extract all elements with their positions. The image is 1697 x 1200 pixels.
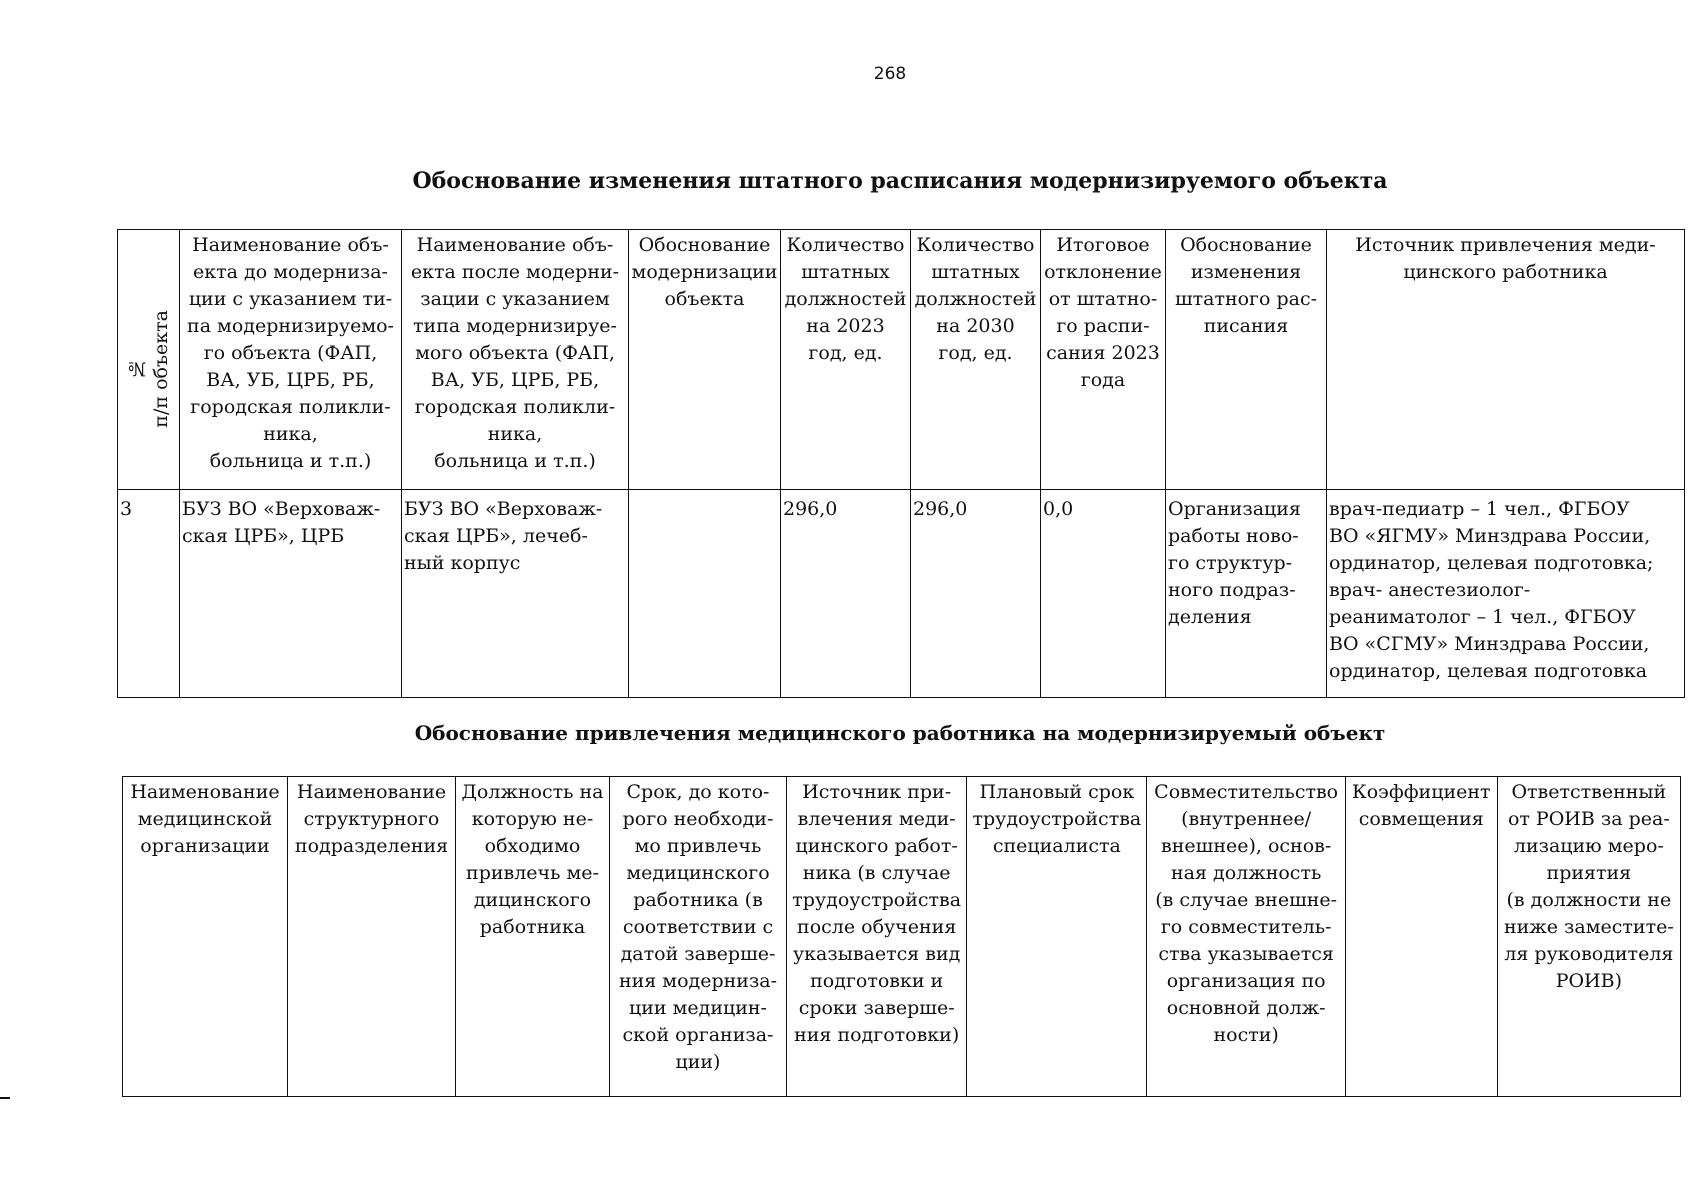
col-header-change-reason: Обоснование изменения штатного рас- писания (1166, 230, 1327, 490)
page-number: 268 (873, 64, 907, 84)
col-header-source: Источник при- влечения меди- цинского работ- ника (в случае трудоустройства после обучения указывается вид подготовки и сроки заверше- ния подготовки) (787, 777, 967, 1097)
table2-header-row (123, 777, 1681, 1097)
worker-attraction-title: Обоснование привлечения медицинского работника на модернизируемый объект (414, 721, 1386, 745)
cell-number: 3 (118, 490, 180, 698)
cell-object-before: БУЗ ВО «Верховаж- ская ЦРБ», ЦРБ (180, 490, 402, 698)
col-header-position: Должность на которую не- обходимо привлечь ме- дицинского работника (456, 777, 610, 1097)
col-header-organization: Наименование медицинской организации (123, 777, 288, 1097)
col-header-worker-source: Источник привлечения меди- цинского работника (1327, 230, 1685, 490)
col-header-staff-2030: Количество штатных должностей на 2030 год, ед. (911, 230, 1041, 490)
table1-header-row (118, 230, 1685, 490)
cell-object-after: БУЗ ВО «Верховаж- ская ЦРБ», лечеб- ный корпус (402, 490, 629, 698)
worker-attraction-table (122, 776, 1681, 1097)
col-header-combination-ratio: Коэффициент совмещения (1345, 777, 1497, 1097)
col-header-object-after: Наименование объ- екта после модерни- зации с указанием типа модернизируе- мого объекта (ФАП, ВА, УБ, ЦРБ, РБ, городская поликли- ника, больница и т.п.) (402, 230, 629, 490)
table-row (118, 490, 1685, 698)
cell-change-reason: Организация работы ново- го структур- ного подраз- деления (1166, 490, 1327, 698)
col-header-staff-2023: Количество штатных должностей на 2023 год, ед. (781, 230, 911, 490)
margin-mark (0, 1097, 10, 1099)
col-header-part-time: Совместительство (внутреннее/ внешнее), основ- ная должность (в случае внешне- го совместитель- ства указывается организация по основной долж- ности) (1147, 777, 1345, 1097)
col-header-department: Наименование структурного подразделения (288, 777, 456, 1097)
staffing-change-table (117, 229, 1685, 698)
col-header-responsible: Ответственный от РОИВ за реа- лизацию меро- приятия (в должности не ниже заместите- ля руководителя РОИВ) (1497, 777, 1680, 1097)
cell-modernization-reason (629, 490, 781, 698)
col-header-object-before: Наименование объ- екта до модерниза- ции с указанием ти- па модернизируемо- го объекта (ФАП, ВА, УБ, ЦРБ, РБ, городская поликли- ника, больница и т.п.) (180, 230, 402, 490)
col-header-number-text: № п/п объекта (125, 310, 172, 428)
col-header-deadline: Срок, до кото- рого необходи- мо привлечь медицинского работника (в соответствии с датой заверше- ния модерниза- ции медицин- ской организа- ции) (609, 777, 786, 1097)
cell-worker-source: врач-педиатр – 1 чел., ФГБОУ ВО «ЯГМУ» Минздрава России, ординатор, целевая подготовка; врач- анестезиолог- реаниматолог – 1 чел., ФГБОУ ВО «СГМУ» Минздрава России, ординатор, целевая подготовка (1327, 490, 1685, 698)
col-header-planned-hiring: Плановый срок трудоустройства специалиста (967, 777, 1147, 1097)
cell-deviation: 0,0 (1041, 490, 1166, 698)
staffing-justification-title: Обоснование изменения штатного расписания модернизируемого объекта (412, 168, 1388, 194)
col-header-modernization-reason: Обоснование модернизации объекта (629, 230, 781, 490)
cell-staff-2030: 296,0 (911, 490, 1041, 698)
col-header-deviation: Итоговое отклонение от штатно- го распи- сания 2023 года (1041, 230, 1166, 490)
cell-staff-2023: 296,0 (781, 490, 911, 698)
col-header-number (118, 230, 180, 490)
